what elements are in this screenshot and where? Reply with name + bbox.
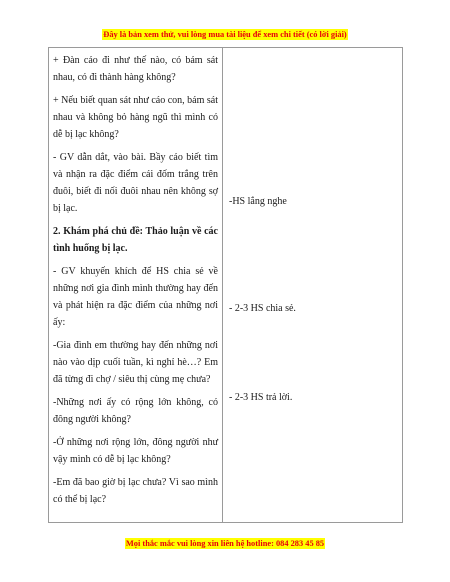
- column-divider: [222, 47, 223, 523]
- teacher-activities-column: [53, 52, 218, 514]
- question-paragraph: -Những nơi ấy có rộng lớn không, có đông người không?: [53, 397, 218, 425]
- question-paragraph: -Em đã bao giờ bị lạc chưa? Vì sao mình có thể bị lạc?: [53, 477, 218, 505]
- student-response: - 2-3 HS trả lời.: [229, 392, 293, 403]
- question-paragraph: + Đàn cáo đi như thế nào, có bám sát nhau, có đi thành hàng không?: [53, 55, 218, 83]
- footer-banner: [0, 533, 450, 551]
- footer-banner-text: Mọi thắc mắc vui lòng xin liên hệ hotline: 084 283 45 85: [125, 539, 325, 548]
- header-banner-text: Đây là bản xem thử, vui lòng mua tài liệu để xem chi tiết (có lời giải): [103, 30, 347, 39]
- teacher-instruction: - GV dẫn dắt, vào bài. Bầy cáo biết tìm và nhận ra đặc điểm cái đốm trắng trên đuôi, biết đi nối đuôi nhau nên không sợ bị lạc.: [53, 152, 218, 214]
- teacher-instruction: - GV khuyến khích để HS chia sẻ về những nơi gia đình mình thường hay đến và phát hiện ra đặc điểm của những nơi ấy:: [53, 266, 218, 328]
- section-heading: 2. Khám phá chủ đề: Thảo luận về các tình huống bị lạc.: [53, 226, 218, 254]
- question-paragraph: -Gia đình em thường hay đến những nơi nào vào dịp cuối tuần, kì nghỉ hè…? Em đã từng đi chợ / siêu thị cùng mẹ chưa?: [53, 340, 218, 385]
- question-paragraph: + Nếu biết quan sát như cáo con, bám sát nhau và không bỏ hàng ngũ thì mình có dễ bị lạc không?: [53, 95, 218, 140]
- student-response: - 2-3 HS chia sẻ.: [229, 303, 296, 314]
- student-response: -HS lắng nghe: [229, 196, 287, 207]
- question-paragraph: -Ở những nơi rộng lớn, đông người như vậy mình có dễ bị lạc không?: [53, 437, 218, 465]
- header-banner: [0, 24, 450, 42]
